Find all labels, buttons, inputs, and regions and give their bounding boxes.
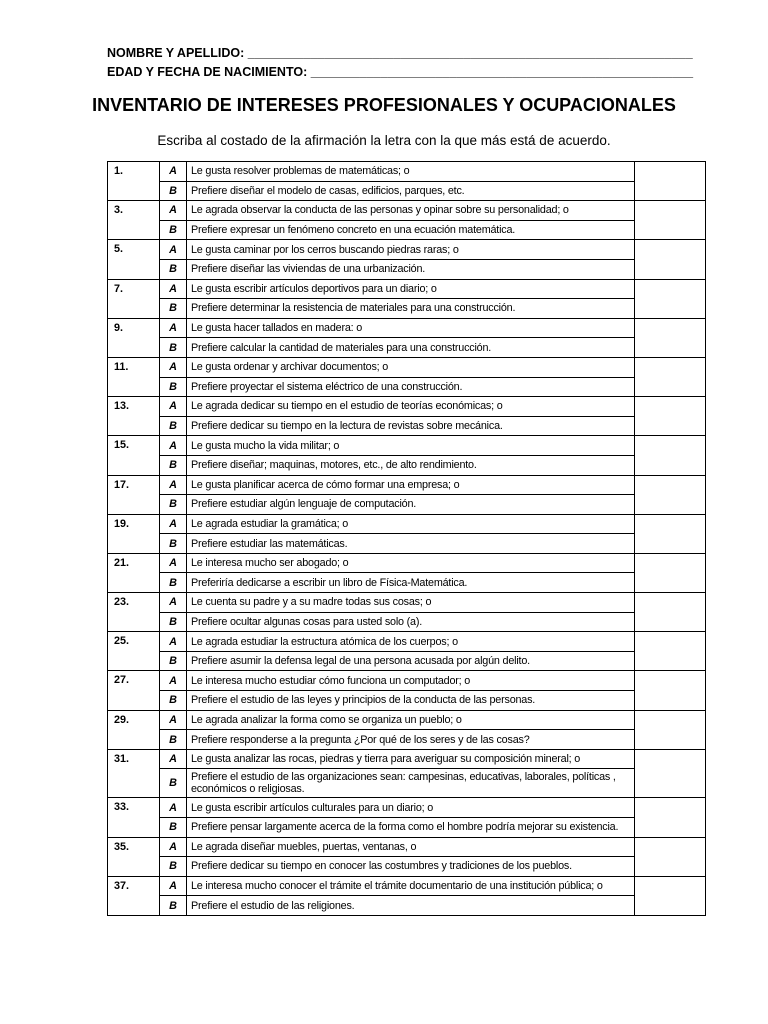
item-number: 7. xyxy=(108,279,160,318)
option-text-b: Prefiere proyectar el sistema eléctrico de una construcción. xyxy=(187,377,635,397)
item-number: 23. xyxy=(108,593,160,632)
table-row xyxy=(108,593,706,613)
option-text-b: Prefiere diseñar el modelo de casas, edificios, parques, etc. xyxy=(187,181,635,201)
table-row xyxy=(108,455,706,475)
option-text-b: Prefiere el estudio de las leyes y principios de la conducta de las personas. xyxy=(187,691,635,711)
table-row xyxy=(108,730,706,750)
item-number: 13. xyxy=(108,397,160,436)
item-number: 5. xyxy=(108,240,160,279)
option-text-a: Le gusta planificar acerca de cómo formar una empresa; o xyxy=(187,475,635,495)
option-letter-b: B xyxy=(160,377,187,397)
option-letter-b: B xyxy=(160,416,187,436)
option-letter-a: A xyxy=(160,201,187,221)
option-letter-b: B xyxy=(160,259,187,279)
option-text-b: Prefiere dedicar su tiempo en la lectura de revistas sobre mecánica. xyxy=(187,416,635,436)
option-text-b: Prefiere asumir la defensa legal de una persona acusada por algún delito. xyxy=(187,651,635,671)
option-letter-a: A xyxy=(160,710,187,730)
option-text-a: Le agrada diseñar muebles, puertas, ventanas, o xyxy=(187,837,635,857)
option-letter-b: B xyxy=(160,299,187,319)
answer-box[interactable] xyxy=(635,553,706,592)
item-number: 9. xyxy=(108,318,160,357)
option-text-a: Le gusta mucho la vida militar; o xyxy=(187,436,635,456)
table-row xyxy=(108,651,706,671)
option-text-a: Le agrada estudiar la gramática; o xyxy=(187,514,635,534)
option-letter-b: B xyxy=(160,896,187,916)
answer-box[interactable] xyxy=(635,201,706,240)
option-letter-a: A xyxy=(160,553,187,573)
option-text-b: Prefiere estudiar algún lenguaje de computación. xyxy=(187,495,635,515)
option-text-a: Le agrada estudiar la estructura atómica de los cuerpos; o xyxy=(187,632,635,652)
option-text-b: Prefiere estudiar las matemáticas. xyxy=(187,534,635,554)
option-letter-a: A xyxy=(160,397,187,417)
table-row xyxy=(108,514,706,534)
answer-box[interactable] xyxy=(635,632,706,671)
option-text-a: Le gusta caminar por los cerros buscando piedras raras; o xyxy=(187,240,635,260)
table-row xyxy=(108,357,706,377)
option-text-a: Le interesa mucho estudiar cómo funciona un computador; o xyxy=(187,671,635,691)
table-row xyxy=(108,299,706,319)
option-letter-b: B xyxy=(160,651,187,671)
option-text-a: Le agrada observar la conducta de las personas y opinar sobre su personalidad; o xyxy=(187,201,635,221)
option-letter-a: A xyxy=(160,475,187,495)
option-text-b: Prefiere expresar un fenómeno concreto en una ecuación matemática. xyxy=(187,220,635,240)
table-row xyxy=(108,691,706,711)
table-row xyxy=(108,220,706,240)
answer-box[interactable] xyxy=(635,837,706,876)
age-birthdate-line[interactable]: EDAD Y FECHA DE NACIMIENTO: _______________________________________________________ xyxy=(107,65,694,79)
table-row xyxy=(108,749,706,769)
option-letter-a: A xyxy=(160,837,187,857)
table-row xyxy=(108,837,706,857)
option-letter-a: A xyxy=(160,671,187,691)
answer-box[interactable] xyxy=(635,279,706,318)
instruction-text: Escriba al costado de la afirmación la letra con la que más está de acuerdo. xyxy=(157,133,611,148)
item-number: 29. xyxy=(108,710,160,749)
item-number: 25. xyxy=(108,632,160,671)
option-text-a: Le gusta escribir artículos culturales para un diario; o xyxy=(187,798,635,818)
table-row xyxy=(108,876,706,896)
table-row xyxy=(108,553,706,573)
table-row xyxy=(108,338,706,358)
answer-box[interactable] xyxy=(635,162,706,201)
table-row xyxy=(108,436,706,456)
option-letter-b: B xyxy=(160,857,187,877)
name-line[interactable]: NOMBRE Y APELLIDO: ________________________________________________________________ xyxy=(107,46,693,60)
option-text-a: Le cuenta su padre y a su madre todas sus cosas; o xyxy=(187,593,635,613)
option-letter-b: B xyxy=(160,338,187,358)
item-number: 19. xyxy=(108,514,160,553)
table-row xyxy=(108,896,706,916)
option-letter-b: B xyxy=(160,769,187,798)
option-letter-a: A xyxy=(160,279,187,299)
table-row xyxy=(108,181,706,201)
option-letter-b: B xyxy=(160,691,187,711)
table-row xyxy=(108,318,706,338)
answer-box[interactable] xyxy=(635,798,706,837)
option-letter-b: B xyxy=(160,573,187,593)
table-row xyxy=(108,632,706,652)
option-text-a: Le gusta analizar las rocas, piedras y tierra para averiguar su composición mineral; o xyxy=(187,749,635,769)
table-row xyxy=(108,397,706,417)
option-text-a: Le gusta ordenar y archivar documentos; o xyxy=(187,357,635,377)
option-letter-a: A xyxy=(160,749,187,769)
answer-box[interactable] xyxy=(635,593,706,632)
option-text-a: Le gusta escribir artículos deportivos para un diario; o xyxy=(187,279,635,299)
answer-box[interactable] xyxy=(635,436,706,475)
option-letter-a: A xyxy=(160,318,187,338)
table-row xyxy=(108,259,706,279)
table-row xyxy=(108,240,706,260)
answer-box[interactable] xyxy=(635,671,706,710)
option-letter-a: A xyxy=(160,798,187,818)
answer-box[interactable] xyxy=(635,710,706,749)
option-letter-a: A xyxy=(160,357,187,377)
table-row xyxy=(108,279,706,299)
inventory-table xyxy=(107,161,706,916)
table-row xyxy=(108,798,706,818)
table-row xyxy=(108,475,706,495)
option-letter-a: A xyxy=(160,240,187,260)
answer-box[interactable] xyxy=(635,240,706,279)
table-row xyxy=(108,416,706,436)
answer-box[interactable] xyxy=(635,876,706,915)
item-number: 31. xyxy=(108,749,160,798)
option-letter-a: A xyxy=(160,514,187,534)
option-letter-a: A xyxy=(160,876,187,896)
answer-box[interactable] xyxy=(635,397,706,436)
table-row xyxy=(108,818,706,838)
option-text-a: Le interesa mucho conocer el trámite el trámite documentario de una institución pública; o xyxy=(187,876,635,896)
table-row xyxy=(108,671,706,691)
option-letter-b: B xyxy=(160,730,187,750)
option-text-a: Le agrada dedicar su tiempo en el estudio de teorías económicas; o xyxy=(187,397,635,417)
answer-box[interactable] xyxy=(635,749,706,798)
option-letter-b: B xyxy=(160,495,187,515)
table-row xyxy=(108,534,706,554)
option-text-b: Prefiere calcular la cantidad de materiales para una construcción. xyxy=(187,338,635,358)
option-letter-a: A xyxy=(160,162,187,182)
item-number: 21. xyxy=(108,553,160,592)
option-letter-b: B xyxy=(160,181,187,201)
item-number: 35. xyxy=(108,837,160,876)
option-text-b: Prefiere dedicar su tiempo en conocer las costumbres y tradiciones de los pueblos. xyxy=(187,857,635,877)
answer-box[interactable] xyxy=(635,475,706,514)
option-text-a: Le agrada analizar la forma como se organiza un pueblo; o xyxy=(187,710,635,730)
item-number: 3. xyxy=(108,201,160,240)
option-text-b: Prefiere responderse a la pregunta ¿Por qué de los seres y de las cosas? xyxy=(187,730,635,750)
option-letter-b: B xyxy=(160,455,187,475)
option-letter-b: B xyxy=(160,612,187,632)
table-row xyxy=(108,201,706,221)
answer-box[interactable] xyxy=(635,318,706,357)
option-text-b: Prefiere diseñar; maquinas, motores, etc., de alto rendimiento. xyxy=(187,455,635,475)
option-letter-a: A xyxy=(160,632,187,652)
answer-box[interactable] xyxy=(635,514,706,553)
option-letter-b: B xyxy=(160,534,187,554)
table-row xyxy=(108,612,706,632)
item-number: 15. xyxy=(108,436,160,475)
option-text-b: Preferiría dedicarse a escribir un libro de Física-Matemática. xyxy=(187,573,635,593)
option-letter-b: B xyxy=(160,818,187,838)
answer-box[interactable] xyxy=(635,357,706,396)
item-number: 27. xyxy=(108,671,160,710)
item-number: 11. xyxy=(108,357,160,396)
option-text-a: Le gusta hacer tallados en madera: o xyxy=(187,318,635,338)
option-letter-a: A xyxy=(160,436,187,456)
option-text-b: Prefiere diseñar las viviendas de una urbanización. xyxy=(187,259,635,279)
item-number: 17. xyxy=(108,475,160,514)
option-text-b: Prefiere determinar la resistencia de materiales para una construcción. xyxy=(187,299,635,319)
option-letter-b: B xyxy=(160,220,187,240)
option-text-a: Le interesa mucho ser abogado; o xyxy=(187,553,635,573)
option-text-a: Le gusta resolver problemas de matemáticas; o xyxy=(187,162,635,182)
option-text-b: Prefiere ocultar algunas cosas para usted solo (a). xyxy=(187,612,635,632)
item-number: 37. xyxy=(108,876,160,915)
table-row xyxy=(108,377,706,397)
page-title: INVENTARIO DE INTERESES PROFESIONALES Y OCUPACIONALES xyxy=(92,95,676,115)
table-row xyxy=(108,495,706,515)
item-number: 1. xyxy=(108,162,160,201)
option-letter-a: A xyxy=(160,593,187,613)
option-text-b: Prefiere pensar largamente acerca de la forma como el hombre podría mejorar su existencia. xyxy=(187,818,635,838)
table-row xyxy=(108,573,706,593)
option-text-b: Prefiere el estudio de las religiones. xyxy=(187,896,635,916)
item-number: 33. xyxy=(108,798,160,837)
option-text-b: Prefiere el estudio de las organizaciones sean: campesinas, educativas, laborales, políticas , económicos o religiosas. xyxy=(187,769,635,798)
table-row xyxy=(108,162,706,182)
table-row xyxy=(108,769,706,798)
table-row xyxy=(108,710,706,730)
table-row xyxy=(108,857,706,877)
